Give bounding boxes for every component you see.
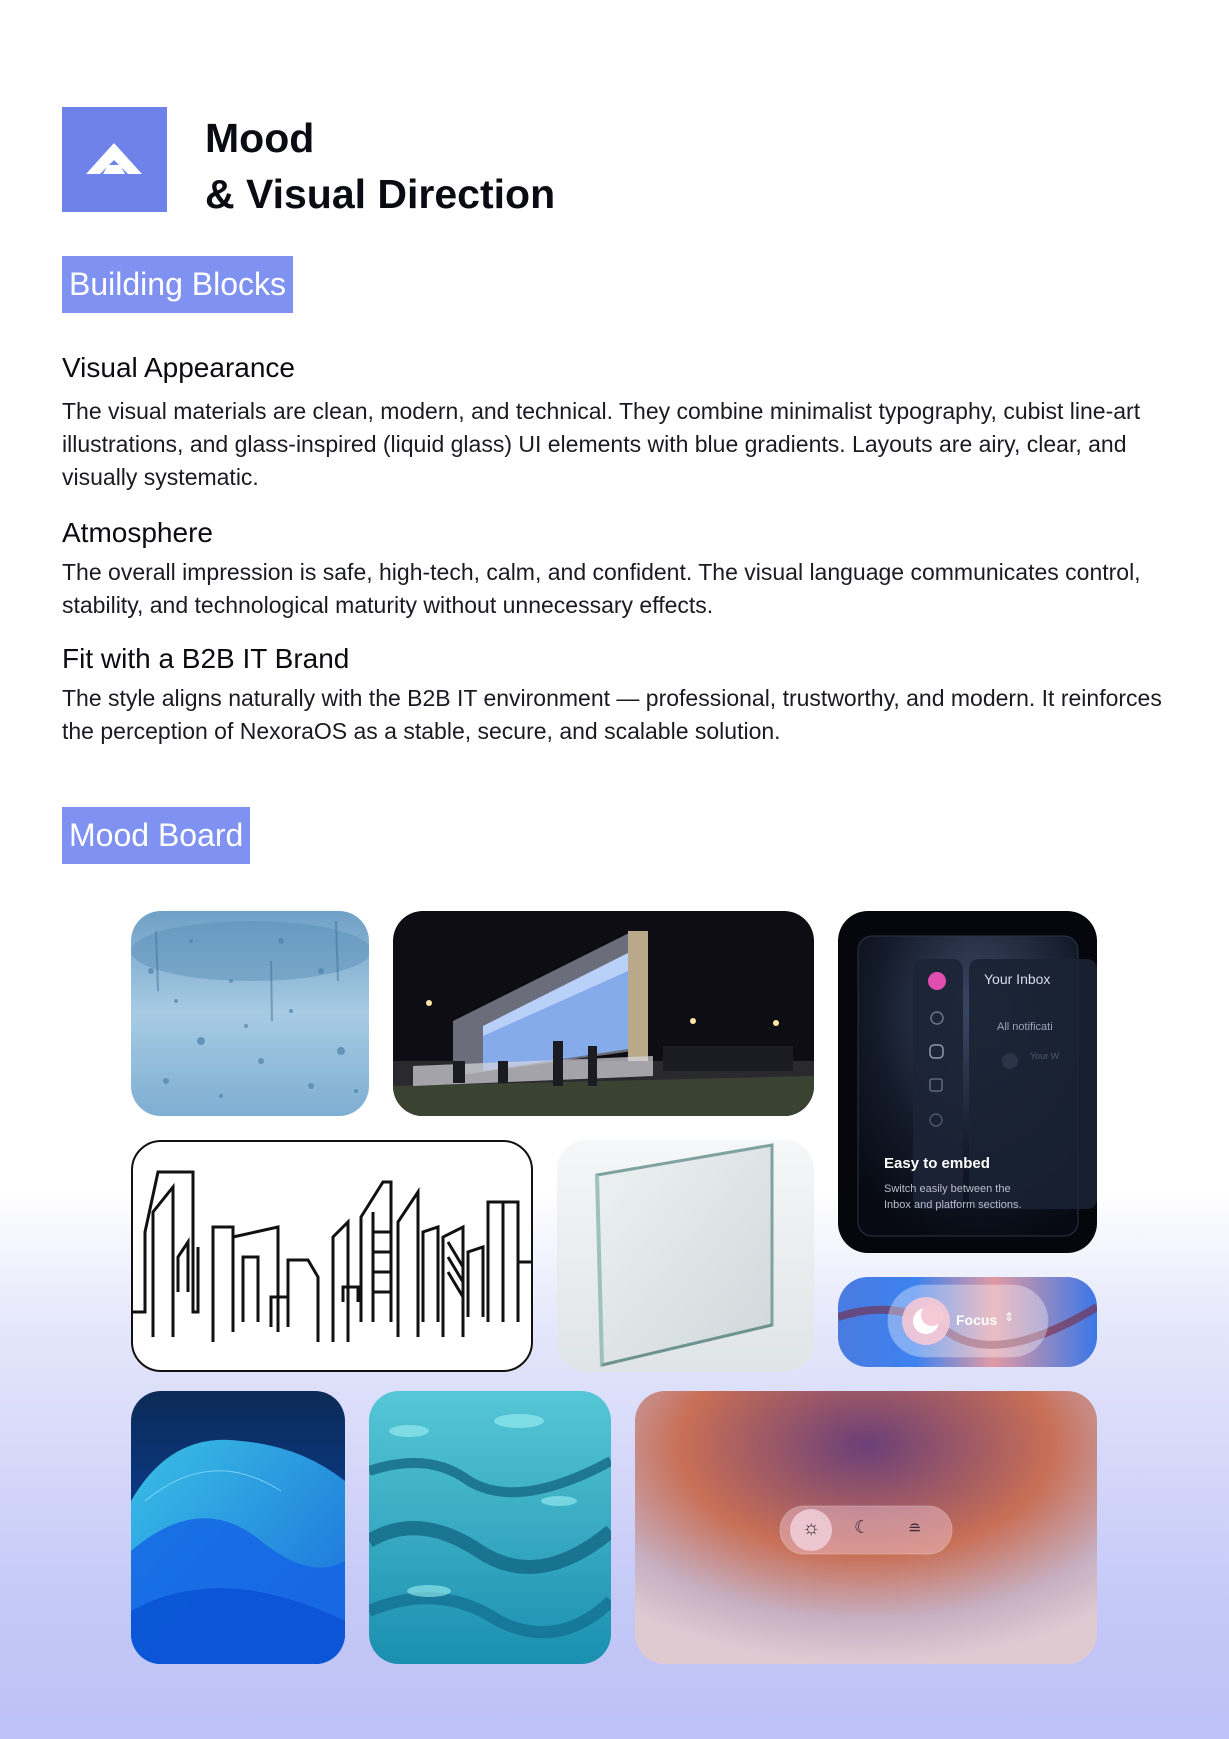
light-installation-image bbox=[393, 911, 814, 1116]
title-line-2: & Visual Direction bbox=[205, 171, 556, 217]
inbox-card-desc-1: Switch easily between the bbox=[884, 1183, 1011, 1195]
brand-a-icon bbox=[62, 107, 167, 212]
building-blocks-tag: Building Blocks bbox=[62, 256, 293, 313]
blue-waves-image bbox=[131, 1391, 345, 1664]
rain-glass-image bbox=[131, 911, 369, 1116]
focus-chip-card bbox=[838, 1277, 1097, 1367]
inbox-filter: All notificati bbox=[997, 1021, 1053, 1033]
heading-atmosphere: Atmosphere bbox=[62, 517, 213, 548]
inbox-item: Your W bbox=[1030, 1051, 1060, 1061]
page-title bbox=[205, 110, 555, 222]
city-line-art bbox=[131, 1140, 533, 1372]
sun-icon: ☼ bbox=[802, 1517, 821, 1539]
mood-board-tag: Mood Board bbox=[62, 807, 250, 864]
text-atmosphere: The overall impression is safe, high-tech, calm, and confident. The visual language communicates control, stability, and technological maturity without unnecessary effects. bbox=[62, 559, 1141, 618]
moon-icon: ☾ bbox=[854, 1517, 871, 1537]
brand-logo bbox=[62, 107, 167, 212]
inbox-card-heading: Easy to embed bbox=[884, 1155, 990, 1172]
sunrise-icon: ≘ bbox=[908, 1521, 922, 1538]
text-fit-b2b: The style aligns naturally with the B2B IT environment — professional, trustworthy, and modern. It reinforces the perception of NexoraOS as a stable, secure, and scalable solution. bbox=[62, 685, 1162, 744]
heading-visual-appearance: Visual Appearance bbox=[62, 352, 295, 383]
text-visual-appearance: The visual materials are clean, modern, and technical. They combine minimalist typography, cubist line-art illustrations, and glass-inspired (liquid glass) UI elements with blue gradients. Layouts are airy, clear, and visually systematic. bbox=[62, 398, 1141, 490]
chevron-updown-icon: ⇕ bbox=[1004, 1310, 1015, 1324]
inbox-header: Your Inbox bbox=[984, 971, 1051, 987]
focus-label: Focus bbox=[956, 1312, 998, 1328]
heading-fit-b2b: Fit with a B2B IT Brand bbox=[62, 643, 350, 674]
water-surface-image bbox=[369, 1391, 611, 1664]
title-line-1: Mood bbox=[205, 115, 315, 161]
inbox-ui-card bbox=[838, 911, 1097, 1253]
glass-pane-image bbox=[557, 1140, 814, 1372]
theme-toggle-card bbox=[635, 1391, 1097, 1664]
inbox-card-desc-2: Inbox and platform sections. bbox=[884, 1199, 1022, 1211]
